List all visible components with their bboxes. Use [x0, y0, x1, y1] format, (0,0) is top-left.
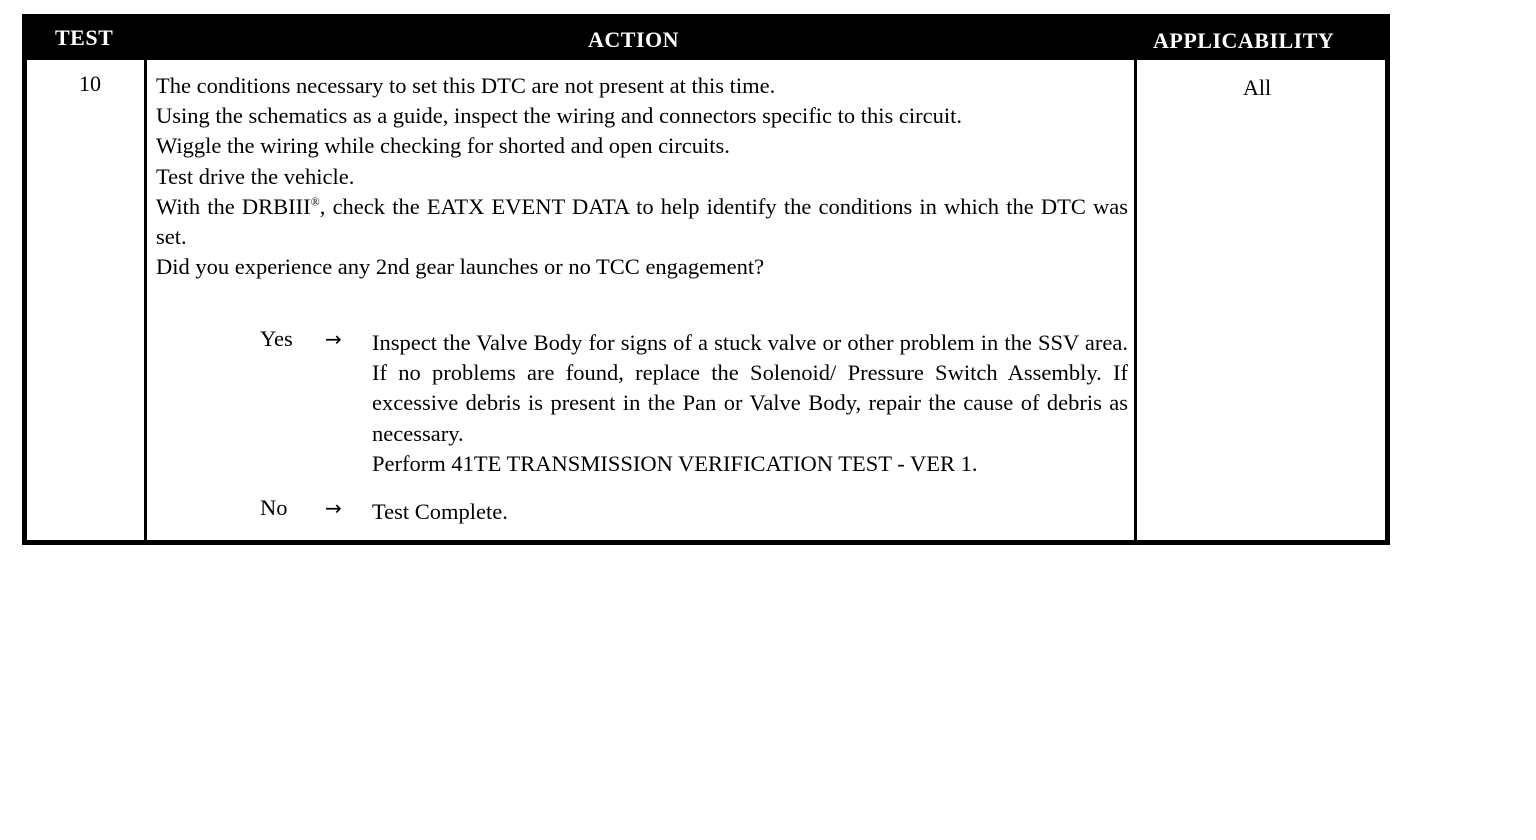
applicability-value: All	[1243, 75, 1272, 100]
arrow-right-icon: →	[325, 327, 342, 351]
action-line-3: Wiggle the wiring while checking for shorted and open circuits.	[156, 133, 730, 159]
action-line-5-post: , check the EATX EVENT DATA to help identify the conditions in which the DTC was set.	[156, 193, 1128, 250]
answer-yes-body: Inspect the Valve Body for signs of a stuck valve or other problem in the SSV area. If no problems are found, replace the Solenoid/ Pressure Switch Assembly. If excessive debris is present in the Pan or Valve Body, repair the cause of debris as necessary.	[372, 330, 1128, 446]
answer-yes-perform: Perform 41TE TRANSMISSION VERIFICATION TEST - VER 1.	[372, 450, 978, 476]
answer-no-label: No	[260, 495, 288, 521]
action-line-2: Using the schematics as a guide, inspect the wiring and connectors specific to this circuit.	[156, 103, 963, 129]
diagnostic-test-table	[22, 14, 1390, 545]
answers	[156, 328, 1128, 545]
answer-yes	[156, 328, 1128, 479]
header-applicability: APPLICABILITY	[1153, 28, 1335, 53]
answer-no	[156, 497, 1128, 527]
answer-no-text	[372, 497, 1128, 527]
column-divider-2	[1134, 60, 1137, 540]
answer-no-body: Test Complete.	[372, 499, 508, 525]
header-action: ACTION	[588, 27, 680, 52]
registered-mark: ®	[310, 194, 320, 209]
answer-yes-text	[372, 328, 1128, 479]
header-test: TEST	[55, 25, 114, 50]
arrow-right-icon: →	[325, 496, 342, 521]
action-line-1: The conditions necessary to set this DTC are not present at this time.	[156, 73, 776, 98]
column-divider-1	[144, 60, 147, 540]
answer-yes-label: Yes	[260, 326, 293, 351]
action-line-5	[156, 192, 1128, 252]
test-number: 10	[79, 71, 101, 96]
action-line-5-pre: With the DRBIII	[156, 193, 311, 219]
table-header	[27, 19, 1385, 60]
action-question: Did you experience any 2nd gear launches or no TCC engagement?	[156, 254, 765, 280]
action-line-4: Test drive the vehicle.	[156, 163, 355, 189]
action-cell	[156, 71, 1128, 282]
